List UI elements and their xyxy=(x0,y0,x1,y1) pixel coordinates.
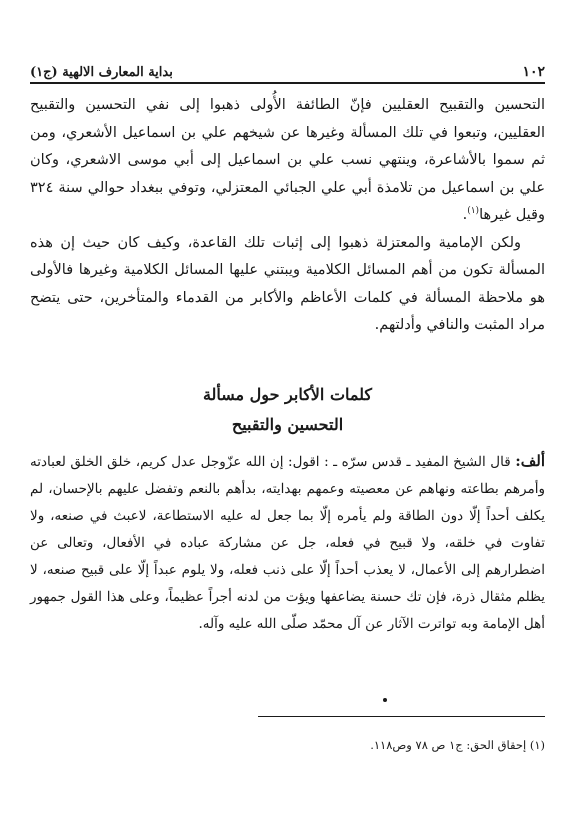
running-header xyxy=(30,58,545,80)
footnote-rule xyxy=(258,716,545,717)
paragraph-1-text: التحسين والتقبيح العقليين فإنّ الطائفة الأُولى ذهبوا إلى نفي التحسين والتقبيح العقليين، وتبعوا في تلك المسألة وغيرها عن شيخهم علي بن اسماعيل الأشعري، ومن ثم سموا بالأشاعرة، وينتهي نسب علي بن اسماعيل إلى أبي موسى الاشعري، وكان علي بن اسماعيل من تلامذة أبي علي الجبائي المعتزلي، وتوفي ببغداد حوالي سنة ٣٢٤ وقيل غيرها xyxy=(30,97,545,223)
footnote: (١) إحقاق الحق: ج١ ص ٧٨ وص١١٨. xyxy=(370,738,545,752)
paragraph-2: ولكن الإمامية والمعتزلة ذهبوا إلى إثبات تلك القاعدة، وكيف كان حيث إن هذه المسألة تكون من أهم المسائل الكلامية ويبتني عليها المسائل الكلامية وغيرها فالأولى هو ملاحظة المسألة في كلمات الأعاظم والأكابر من القدماء والمتأخرين، حتى يتضح مراد المثبت والنافي وأدلتهم. xyxy=(30,234,545,333)
quotation-text: قال الشيخ المفيد ـ قدس سرّه ـ : اقول: إن الله عزّوجل عدل كريم، خلق الخلق لعبادته وأمرهم بطاعته ونهاهم عن معصيته وعمهم بهدايته، بدأهم بالنعم وتفضل عليهم بالإحسان، لم يكلف أحداً إلّا دون الطاقة ولم يأمره إلّا بما جعل له عليه الاستطاعة، لاعبث في صنعه، ولا تفاوت في خلقه، ولا قبيح في فعله، جل عن مشاركة عباده في الأفعال، وتعالى عن اضطرارهم إلى الأعمال، لا يعذب أحداً إلّا على ذنب فعله، ولا يلوم عبداً إلّا على قبيح صنعه، لا يظلم مثقال ذرة، فإن تك حسنة يضاعفها ويؤت من لدنه أجراً عظيماً، وعلى هذا القول جمهور أهل الإمامة وبه تواترت الآثار عن آل محمّد صلّى الله عليه وآله. xyxy=(30,454,545,632)
header-rule xyxy=(30,82,545,84)
footnote-reference: (١) xyxy=(467,206,480,217)
paragraph-1 xyxy=(30,92,545,230)
main-text xyxy=(30,92,545,340)
running-title: بداية المعارف الالهية (ج١) xyxy=(30,65,173,80)
section-heading-line-1: كلمات الأكابر حول مسألة xyxy=(202,385,373,404)
section-heading xyxy=(30,380,545,440)
quotation-lead: ألف: xyxy=(515,452,545,470)
quotation-paragraph xyxy=(30,448,545,638)
section-heading-line-2: التحسين والتقبيح xyxy=(231,415,344,434)
paragraph-1-end: . xyxy=(462,207,468,223)
ornament-dot xyxy=(383,698,387,702)
quotation-block xyxy=(30,448,545,638)
page-number: ١٠٢ xyxy=(522,64,545,80)
